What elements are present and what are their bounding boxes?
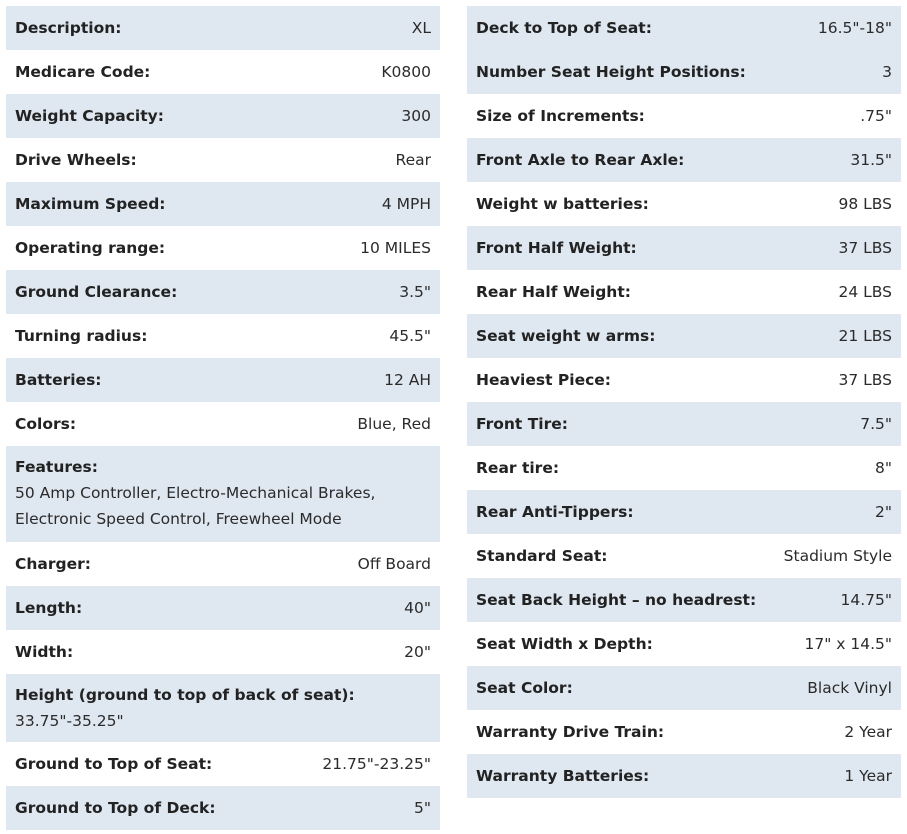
spec-row-warranty-batteries xyxy=(467,754,901,798)
spec-row-width xyxy=(6,630,440,674)
spec-row-seat-height-positions xyxy=(467,50,901,94)
spec-value: 37 LBS xyxy=(838,371,892,389)
spec-value: 10 MILES xyxy=(360,239,431,257)
spec-label: Warranty Batteries: xyxy=(476,767,650,785)
spec-value: 24 LBS xyxy=(838,283,892,301)
spec-label: Description: xyxy=(15,19,122,37)
spec-label: Size of Increments: xyxy=(476,107,645,125)
spec-value: 17" x 14.5" xyxy=(804,635,892,653)
spec-row-deck-to-top-of-seat xyxy=(467,6,901,50)
spec-label: Rear Half Weight: xyxy=(476,283,631,301)
spec-row-warranty-drive-train xyxy=(467,710,901,754)
spec-row-batteries xyxy=(6,358,440,402)
spec-value: 33.75"-35.25" xyxy=(15,712,124,730)
spec-label: Length: xyxy=(15,599,83,617)
spec-label: Colors: xyxy=(15,415,77,433)
spec-value: Rear xyxy=(395,151,431,169)
spec-value: Stadium Style xyxy=(783,547,892,565)
spec-label: Maximum Speed: xyxy=(15,195,166,213)
spec-label: Warranty Drive Train: xyxy=(476,723,665,741)
spec-value: 45.5" xyxy=(389,327,431,345)
spec-value: Black Vinyl xyxy=(807,679,892,697)
spec-value: 21.75"-23.25" xyxy=(322,755,431,773)
spec-label: Heaviest Piece: xyxy=(476,371,611,389)
spec-row-heaviest-piece xyxy=(467,358,901,402)
spec-label: Seat weight w arms: xyxy=(476,327,656,345)
spec-row-drive-wheels xyxy=(6,138,440,182)
spec-label: Ground to Top of Seat: xyxy=(15,755,213,773)
spec-value: 2 Year xyxy=(844,723,892,741)
spec-value: 21 LBS xyxy=(838,327,892,345)
spec-label: Front Tire: xyxy=(476,415,568,433)
spec-row-ground-to-top-of-deck xyxy=(6,786,440,830)
spec-row-front-axle-to-rear-axle xyxy=(467,138,901,182)
spec-row-operating-range xyxy=(6,226,440,270)
spec-label: Operating range: xyxy=(15,239,166,257)
spec-row-ground-clearance xyxy=(6,270,440,314)
spec-label: Number Seat Height Positions: xyxy=(476,63,746,81)
spec-label: Weight Capacity: xyxy=(15,107,164,125)
spec-row-ground-to-top-of-seat xyxy=(6,742,440,786)
spec-row-rear-anti-tippers xyxy=(467,490,901,534)
spec-value: 50 Amp Controller, Electro-Mechanical Brakes, Electronic Speed Control, Freewheel Mode xyxy=(15,484,376,528)
spec-label: Rear Anti-Tippers: xyxy=(476,503,634,521)
spec-label: Front Half Weight: xyxy=(476,239,637,257)
spec-label: Medicare Code: xyxy=(15,63,151,81)
spec-value: 1 Year xyxy=(844,767,892,785)
spec-row-charger xyxy=(6,542,440,586)
spec-row-turning-radius xyxy=(6,314,440,358)
spec-label: Rear tire: xyxy=(476,459,560,477)
spec-label: Drive Wheels: xyxy=(15,151,137,169)
spec-value: 4 MPH xyxy=(381,195,431,213)
spec-label: Seat Width x Depth: xyxy=(476,635,653,653)
spec-label: Weight w batteries: xyxy=(476,195,649,213)
spec-row-seat-back-height xyxy=(467,578,901,622)
spec-row-rear-tire xyxy=(467,446,901,490)
spec-label: Ground to Top of Deck: xyxy=(15,799,216,817)
spec-row-seat-width-depth xyxy=(467,622,901,666)
spec-value: Off Board xyxy=(357,555,431,573)
spec-value: 2" xyxy=(875,503,892,521)
spec-label: Charger: xyxy=(15,555,91,573)
spec-value: XL xyxy=(411,19,431,37)
spec-row-medicare-code xyxy=(6,50,440,94)
spec-label: Features: xyxy=(15,458,98,476)
spec-value: 37 LBS xyxy=(838,239,892,257)
spec-row-height xyxy=(6,674,440,742)
spec-row-standard-seat xyxy=(467,534,901,578)
spec-value: 7.5" xyxy=(860,415,892,433)
spec-label: Width: xyxy=(15,643,74,661)
spec-label: Ground Clearance: xyxy=(15,283,178,301)
spec-label: Front Axle to Rear Axle: xyxy=(476,151,685,169)
spec-label: Standard Seat: xyxy=(476,547,608,565)
spec-value: Blue, Red xyxy=(357,415,431,433)
spec-row-length xyxy=(6,586,440,630)
spec-value: 40" xyxy=(404,599,431,617)
spec-row-maximum-speed xyxy=(6,182,440,226)
spec-row-rear-half-weight xyxy=(467,270,901,314)
spec-value: K0800 xyxy=(381,63,431,81)
spec-label: Height (ground to top of back of seat): xyxy=(15,686,355,704)
spec-value: 16.5"-18" xyxy=(817,19,892,37)
spec-value: 5" xyxy=(414,799,431,817)
spec-value: 8" xyxy=(875,459,892,477)
spec-row-front-tire xyxy=(467,402,901,446)
spec-label: Seat Color: xyxy=(476,679,573,697)
spec-row-front-half-weight xyxy=(467,226,901,270)
spec-value: .75" xyxy=(860,107,892,125)
spec-label: Batteries: xyxy=(15,371,102,389)
spec-row-seat-weight-with-arms xyxy=(467,314,901,358)
spec-value: 12 AH xyxy=(384,371,431,389)
spec-row-description xyxy=(6,6,440,50)
spec-row-features xyxy=(6,446,440,542)
spec-value: 3.5" xyxy=(399,283,431,301)
spec-label: Seat Back Height – no headrest: xyxy=(476,591,757,609)
spec-value: 300 xyxy=(401,107,431,125)
spec-value: 20" xyxy=(404,643,431,661)
spec-value: 98 LBS xyxy=(838,195,892,213)
spec-row-colors xyxy=(6,402,440,446)
spec-value: 14.75" xyxy=(840,591,892,609)
spec-value: 31.5" xyxy=(850,151,892,169)
spec-row-weight-with-batteries xyxy=(467,182,901,226)
spec-label: Deck to Top of Seat: xyxy=(476,19,652,37)
spec-row-size-of-increments xyxy=(467,94,901,138)
spec-row-seat-color xyxy=(467,666,901,710)
spec-label: Turning radius: xyxy=(15,327,148,345)
spec-column-left xyxy=(6,6,440,830)
spec-value: 3 xyxy=(882,63,892,81)
spec-column-right xyxy=(467,6,901,798)
spec-row-weight-capacity xyxy=(6,94,440,138)
